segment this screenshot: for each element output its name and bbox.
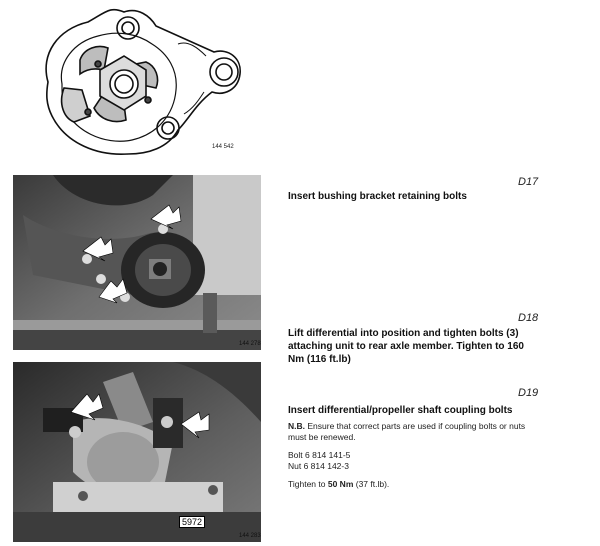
figure-number: 144 278 bbox=[239, 341, 261, 347]
torque-suffix: (37 ft.lb). bbox=[353, 479, 390, 489]
step-heading: Insert differential/propeller shaft coupling bolts bbox=[288, 405, 513, 416]
nut-part-number: Nut 6 814 142-3 bbox=[288, 461, 349, 471]
photo-tag: 5972 bbox=[179, 516, 205, 528]
photo-d17 bbox=[13, 175, 261, 350]
torque-prefix: Tighten to bbox=[288, 479, 328, 489]
nb-text: Ensure that correct parts are used if coupling bolts or nuts must be renewed. bbox=[288, 421, 526, 442]
photo-d19 bbox=[13, 362, 261, 542]
step-number: D19 bbox=[518, 387, 539, 399]
step-number: D18 bbox=[518, 312, 539, 324]
figure-number: 144 283 bbox=[239, 533, 261, 539]
step-heading: Lift differential into position and tighten bolts (3) attaching unit to rear axle member. Tighten to 160 Nm (116 ft.lb) bbox=[288, 328, 524, 365]
torque-spec bbox=[288, 479, 389, 490]
torque-value: 50 Nm bbox=[327, 479, 354, 489]
nb-note bbox=[288, 421, 540, 443]
nb-label: N.B. bbox=[288, 421, 305, 431]
step-number: D17 bbox=[518, 176, 539, 188]
step-heading: Insert bushing bracket retaining bolts bbox=[288, 191, 467, 202]
figure-number: 144 542 bbox=[212, 144, 234, 150]
bushing-bracket-diagram bbox=[28, 4, 258, 162]
bolt-part-number: Bolt 6 814 141-5 bbox=[288, 450, 351, 460]
